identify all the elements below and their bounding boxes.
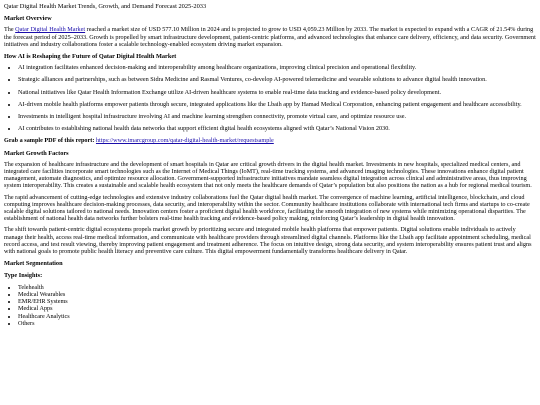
type-list bbox=[4, 284, 536, 327]
sample-pdf-line bbox=[4, 137, 536, 144]
list-item: • AI integration facilitates enhanced decision-making and interoperability among healthcare organizations, improving clinical precision and operational flexibility. bbox=[18, 64, 536, 71]
list-item: • Others bbox=[18, 320, 536, 327]
segmentation-heading: Market Segmentation bbox=[4, 260, 63, 268]
growth-paragraph-2: The rapid advancement of cutting-edge technologies and extensive industry collaborations fuel the Qatar digital health market. The convergence of machine learning, artificial intelligence, blockchain, and cloud computing improves healthcare decision-making processes, data security, and interoperability within the sector. Community healthcare institutions collaborate with international tech firms and startups to co-create scalable digital solutions tailored to national needs. Innovation centers foster a proficient digital health workforce, facilitating the smooth integration of new systems while minimizing operational disparities. The establishment of national health data networks further bolsters real-time health tracking and evidence-based policy making, reinforcing Qatar’s leadership in digital health innovation. bbox=[4, 193, 530, 223]
page-title: Qatar Digital Health Market Trends, Growth, and Demand Forecast 2025-2033 bbox=[4, 3, 207, 10]
growth-heading: Market Growth Factors bbox=[4, 149, 69, 157]
list-item: • AI-driven mobile health platforms empower patients through secure, integrated applications like the Lbaih app by Hamad Medical Corporation, enhancing patient engagement and healthcare accessibility. bbox=[18, 101, 536, 108]
market-report-link[interactable]: Qatar Digital Health Market bbox=[15, 26, 86, 34]
overview-heading: Market Overview bbox=[4, 15, 52, 23]
ai-heading: How AI is Reshaping the Future of Qatar Digital Health Market bbox=[4, 53, 177, 61]
list-item: • National initiatives like Qatar Health Information Exchange utilize AI-driven healthcare systems to enable real-time data tracking and evidence-based policy development. bbox=[18, 89, 536, 96]
list-item: • EMR/EHR Systems bbox=[18, 298, 536, 305]
list-item: • AI contributes to establishing national health data networks that support efficient digital health ecosystems aligned with Qatar’s National Vision 2030. bbox=[18, 125, 536, 132]
type-insights-heading: Type Insights: bbox=[4, 272, 43, 280]
sample-pdf-link[interactable]: https://www.imarcgroup.com/qatar-digital-health-market/requestsample bbox=[95, 137, 274, 145]
list-item: • Strategic alliances and partnerships, such as between Sidra Medicine and Rasmal Ventures, co-develop AI-powered telemedicine and wearable solutions to advance digital health innovation. bbox=[18, 76, 536, 83]
ai-bullet-list bbox=[4, 64, 536, 132]
overview-paragraph: The Qatar Digital Health Market reached a market size of USD 577.10 Million in 2024 and is projected to grow to USD 4,059.23 Million by 2033. The market is expected to expand with a CAGR of 21.54% during the forecast period of 2025–2033. Growth is propelled by smart infrastructure development, patient-centric platforms, and advanced technologies that enhance care delivery, efficiency, and data security. Government initiatives and industry collaborations foster a scalable technology-enabled ecosystem driving market expansion. bbox=[4, 26, 536, 48]
list-item: • Healthcare Analytics bbox=[18, 313, 536, 320]
growth-paragraph-3: The shift towards patient-centric digital ecosystems propels market growth by prioritizing secure and integrated mobile health platforms that empower patients. Digital solutions enable individuals to actively manage their health, access real-time medical information, and communicate with healthcare providers through streamlined digital channels. Platforms like the Lbaih app facilitate appointment scheduling, medical record access, and test result viewing, thereby improving patient engagement and treatment adherence. The focus on intuitive design, strong data security, and system interoperability ensures patient trust and aligns with national goals to promote public health literacy and preventive care culture. This digital empowerment fundamentally transforms healthcare delivery in Qatar. bbox=[4, 226, 532, 256]
sample-label: Grab a sample PDF of this report: bbox=[4, 137, 95, 145]
list-item: • Medical Wearables bbox=[18, 291, 536, 298]
list-item: • Investments in intelligent hospital infrastructure involving AI and machine learning strengthen connectivity, promote virtual care, and optimize resource use. bbox=[18, 113, 536, 120]
list-item: • Medical Apps bbox=[18, 305, 536, 312]
list-item: • Telehealth bbox=[18, 284, 536, 291]
growth-paragraph-1: The expansion of healthcare infrastructure and the development of smart hospitals in Qatar are critical growth drivers in the digital health market. Investments in new hospitals, specialized medical centers, and integrated care facilities incorporate smart technologies such as the Internet of Medical Things (IoMT), real-time tracking systems, and advanced imaging technologies. These innovations enhance digital patient management, automate diagnostics, and optimize resource allocation. Government-supported infrastructure initiatives mandate seamless digital integration across clinical and administrative areas, thus improving system interoperability. This creates a sustainable and scalable health ecosystem that not only meets the healthcare demands of Qatar’s population but also positions the nation as a hub for regional medical tourism. bbox=[4, 160, 532, 190]
